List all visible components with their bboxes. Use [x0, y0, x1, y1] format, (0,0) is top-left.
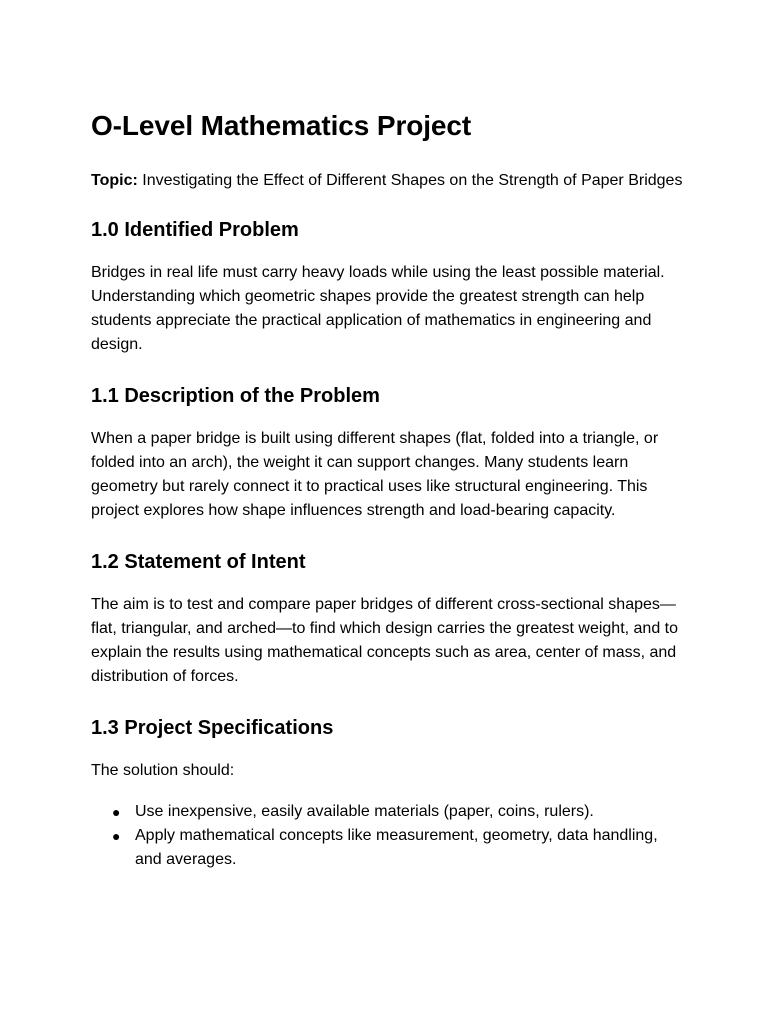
topic-label: Topic:	[91, 172, 138, 189]
list-item-text: Apply mathematical concepts like measurement, geometry, data handling, and averages.	[135, 827, 658, 868]
section-body: The solution should:	[91, 762, 235, 779]
section-heading: 1.2 Statement of Intent	[91, 551, 306, 573]
section-body: The aim is to test and compare paper bridges of different cross-sectional shapes—flat, triangular, and arched—to find which design carries the greatest weight, and to explain the results using mathematical concepts such as area, center of mass, and distribution of forces.	[91, 596, 679, 685]
topic-line	[91, 169, 688, 193]
section-heading: 1.3 Project Specifications	[91, 717, 334, 739]
list-item	[112, 800, 688, 824]
section-body: Bridges in real life must carry heavy loads while using the least possible material. Understanding which geometric shapes provide the greatest strength can help students appreciate the practical application of mathematics in engineering and design.	[91, 264, 665, 353]
section-project-specifications	[91, 714, 688, 872]
list-item	[112, 824, 688, 872]
bullet-icon: ●	[112, 828, 121, 844]
topic-text: Investigating the Effect of Different Shapes on the Strength of Paper Bridges	[137, 172, 683, 189]
section-identified-problem	[91, 216, 688, 357]
document-title: O-Level Mathematics Project	[91, 110, 472, 141]
section-statement-of-intent	[91, 548, 688, 689]
section-body: When a paper bridge is built using different shapes (flat, folded into a triangle, or folded into an arch), the weight it can support changes. Many students learn geometry but rarely connect it to practical uses like structural engineering. This project explores how shape influences strength and load-bearing capacity.	[91, 430, 659, 519]
list-item-text: Use inexpensive, easily available materials (paper, coins, rulers).	[135, 803, 594, 820]
specification-list	[91, 800, 688, 872]
section-heading: 1.1 Description of the Problem	[91, 385, 380, 407]
bullet-icon: ●	[112, 804, 121, 820]
section-heading: 1.0 Identified Problem	[91, 219, 299, 241]
section-description	[91, 382, 688, 523]
